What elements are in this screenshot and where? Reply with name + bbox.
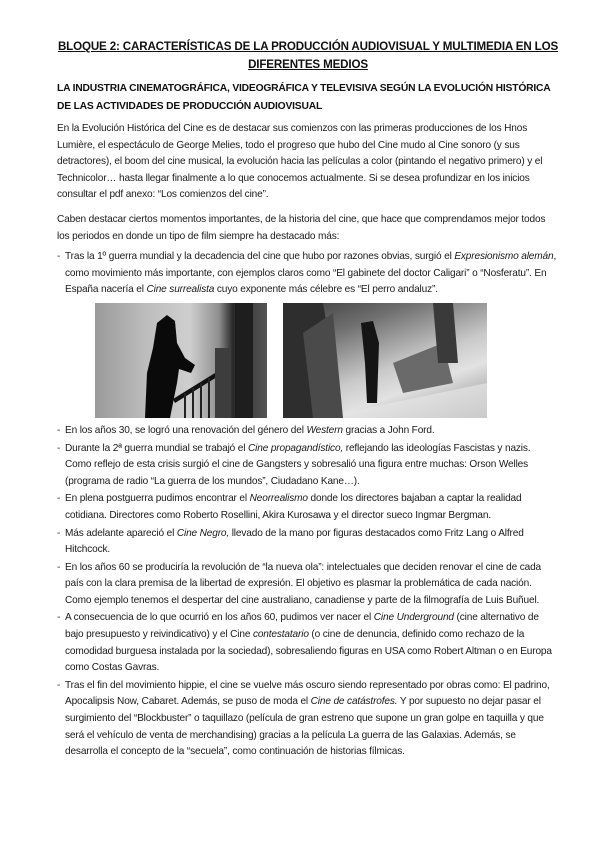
- text: Y por supuesto no dejar pasar el surgimiento del “Blockbuster” o taquillazo (película de gran estreno que supone un gran golpe en taquilla y que será el vehículo de venta de merchandising) gracias a la película La guerra de las Galaxias. Además, se desarrolla el concepto de la “secuela”, como continuación de historias fílmicas.: [65, 696, 544, 758]
- emphasis: Expresionismo alemán: [454, 251, 554, 263]
- list-item: [57, 491, 559, 524]
- emphasis: Western: [306, 424, 343, 436]
- history-list: [57, 249, 559, 299]
- text: llevado de la mano por figuras destacados como Fritz Lang o Alfred Hitchcock.: [65, 527, 524, 556]
- text: Tras el fin del movimiento hippie, el cine se vuelve más oscuro siendo representado por obras como: El padrino, Apocalipsis Now, Cabaret. Además, se puso de moda el: [65, 679, 550, 708]
- list-item: [57, 610, 559, 676]
- list-item: [57, 678, 559, 761]
- emphasis: Cine de catástrofes.: [310, 696, 398, 708]
- text: (cine alternativo de bajo presupuesto y reivindicativo) y el Cine: [65, 612, 539, 641]
- text: , como movimiento más importante, con ejemplos claros como “El gabinete del doctor Caligari” o “Nosferatu”. En España nacería el: [65, 251, 557, 296]
- history-list-continued: [57, 423, 559, 761]
- text: En los años 30, se logró una renovación del género del: [65, 424, 307, 436]
- text: gracias a John Ford.: [342, 424, 435, 436]
- lead-paragraph: Caben destacar ciertos momentos importantes, de la historia del cine, que hace que comprendamos mejor todos los periodos en donde un tipo de film siempre ha destacado más:: [57, 213, 546, 242]
- text: Tras la 1º guerra mundial y la decadencia del cine que hubo por razones obvias, surgió el: [65, 251, 455, 263]
- text: Durante la 2ª guerra mundial se trabajó el: [65, 442, 249, 454]
- text: A consecuencia de lo que ocurrió en los años 60, pudimos ver nacer el: [65, 612, 374, 624]
- text: donde los directores bajaban a captar la realidad cotidiana. Directores como Roberto Rosellini, Akira Kurosawa y el director sueco Ingmar Bergman.: [65, 493, 522, 521]
- list-item: [57, 249, 559, 299]
- section-heading: LA INDUSTRIA CINEMATOGRÁFICA, VIDEOGRÁFICA Y TELEVISIVA SEGÚN LA EVOLUCIÓN HISTÓRICA DE LAS ACTIVIDADES DE PRODUCCIÓN AUDIOVISUAL: [57, 83, 551, 112]
- page-title: BLOQUE 2: CARACTERÍSTICAS DE LA PRODUCCIÓN AUDIOVISUAL Y MULTIMEDIA EN LOS DIFERENTES MEDIOS: [57, 40, 559, 71]
- emphasis: contestatario: [252, 629, 309, 641]
- list-item: [57, 441, 559, 491]
- text: reflejando las ideologías Fascistas y nazis. Como reflejo de esta crisis surgió el cine de Gangsters y sobresalió una figura entre muchas: Orson Welles (programa de radio “La guerra de los mundos”, Ciudadano Kane…).: [65, 442, 531, 487]
- caligari-image: [283, 303, 487, 418]
- document-page: [57, 38, 559, 762]
- emphasis: Cine surrealista: [146, 284, 215, 296]
- intro-paragraph: En la Evolución Histórica del Cine es de destacar sus comienzos con las primeras producciones de los Hnos Lumière, el espectáculo de George Melies, todo el progreso que hubo del Cine mudo al Cine sonoro (y sus detractores), el boom del cine musical, la evolución hacia las películas a color (pintando el negativo primero) y el Technicolor… hasta llegar finalmente a lo que conocemos actualmente. Si se desea profundizar en los inicios consultar el pdf anexo: “Los comienzos del cine”.: [57, 123, 543, 201]
- text: En los años 60 se produciría la revolución de “la nueva ola”: intelectuales que deciden renovar el cine de cada país con la clara premisa de la libertad de expresión. El objetivo es plasmar la problemática de cada nación. Como ejemplo tenemos el despertar del cine australiano, canadiense y parte de la filmografía de Luis Buñuel.: [65, 561, 542, 606]
- emphasis: Cine propagandístico,: [248, 442, 344, 454]
- list-item: [57, 560, 559, 610]
- text: cuyo exponente más célebre es “El perro andaluz”.: [214, 284, 438, 296]
- text: En plena postguerra pudimos encontrar el: [65, 493, 250, 505]
- emphasis: Cine Negro,: [176, 527, 230, 539]
- text: Más adelante apareció el: [65, 527, 177, 539]
- list-item: [57, 526, 559, 559]
- nosferatu-image: [95, 303, 267, 418]
- emphasis: Cine Underground: [373, 612, 454, 624]
- text: (o cine de denuncia, definido como rechazo de la comodidad burguesa instalada por la sociedad), sobresaliendo figuras en USA como Robert Altman o en Europa como Costas Gavras.: [65, 629, 552, 674]
- emphasis: Neorrealismo: [249, 493, 308, 505]
- list-item: [57, 423, 559, 440]
- film-stills: [57, 303, 559, 421]
